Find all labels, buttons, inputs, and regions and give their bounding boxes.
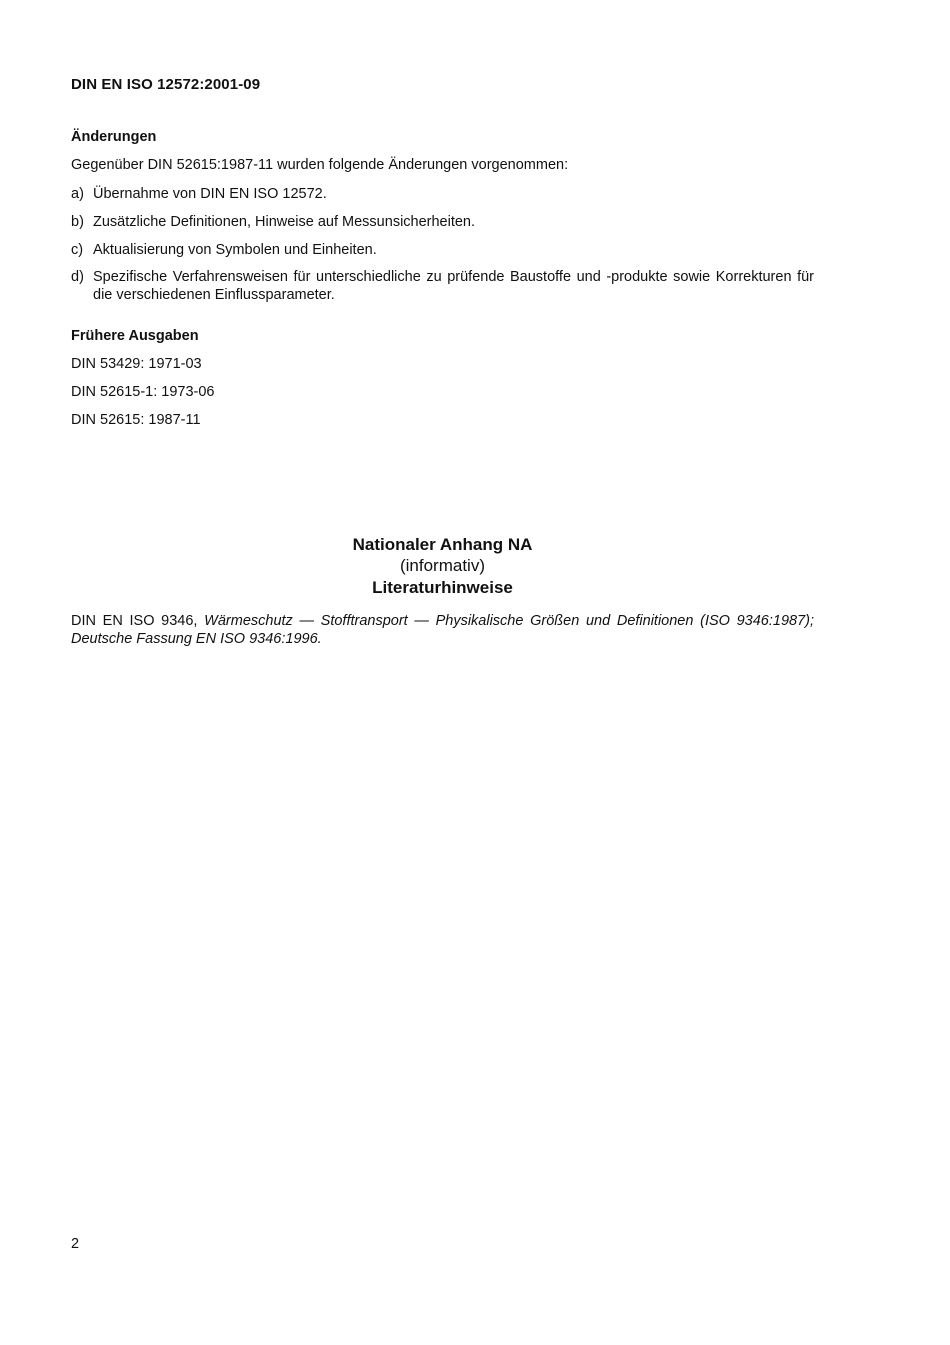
list-item-text: Aktualisierung von Symbolen und Einheiten.	[93, 242, 377, 258]
reference-title: Wärmeschutz — Stofftransport — Physikalische Größen und Definitionen (ISO 9346:1987); Deutsche Fassung EN ISO 9346:1996.	[71, 613, 815, 647]
changes-item-c	[71, 241, 814, 259]
earlier-edition-entry: DIN 53429: 1971-03	[71, 356, 202, 372]
literature-reference	[71, 612, 814, 648]
document-code-header: DIN EN ISO 12572:2001-09	[71, 76, 261, 93]
changes-item-a	[71, 185, 814, 203]
changes-item-d	[71, 268, 814, 304]
earlier-editions-heading: Frühere Ausgaben	[71, 328, 199, 344]
changes-item-b	[71, 213, 814, 231]
annex-subtitle: (informativ)	[399, 556, 485, 575]
list-marker: c)	[71, 242, 84, 258]
earlier-edition-entry: DIN 52615: 1987-11	[71, 412, 201, 428]
reference-id: DIN EN ISO 9346,	[71, 613, 198, 629]
changes-intro: Gegenüber DIN 52615:1987-11 wurden folgende Änderungen vorgenommen:	[71, 157, 569, 173]
list-item-text: Zusätzliche Definitionen, Hinweise auf Messunsicherheiten.	[93, 214, 476, 230]
list-marker: d)	[71, 269, 84, 285]
page-number: 2	[71, 1236, 80, 1252]
list-marker: a)	[71, 186, 84, 202]
list-item-text: Spezifische Verfahrensweisen für unterschiedliche zu prüfende Baustoffe und -produkte sowie Korrekturen für die verschiedenen Einflussparameter.	[93, 269, 814, 303]
list-marker: b)	[71, 214, 84, 230]
annex-title: Nationaler Anhang NA	[352, 535, 533, 554]
annex-heading: Literaturhinweise	[372, 578, 513, 597]
changes-heading: Änderungen	[71, 129, 157, 145]
list-item-text: Übernahme von DIN EN ISO 12572.	[93, 186, 327, 202]
earlier-edition-entry: DIN 52615-1: 1973-06	[71, 384, 215, 400]
